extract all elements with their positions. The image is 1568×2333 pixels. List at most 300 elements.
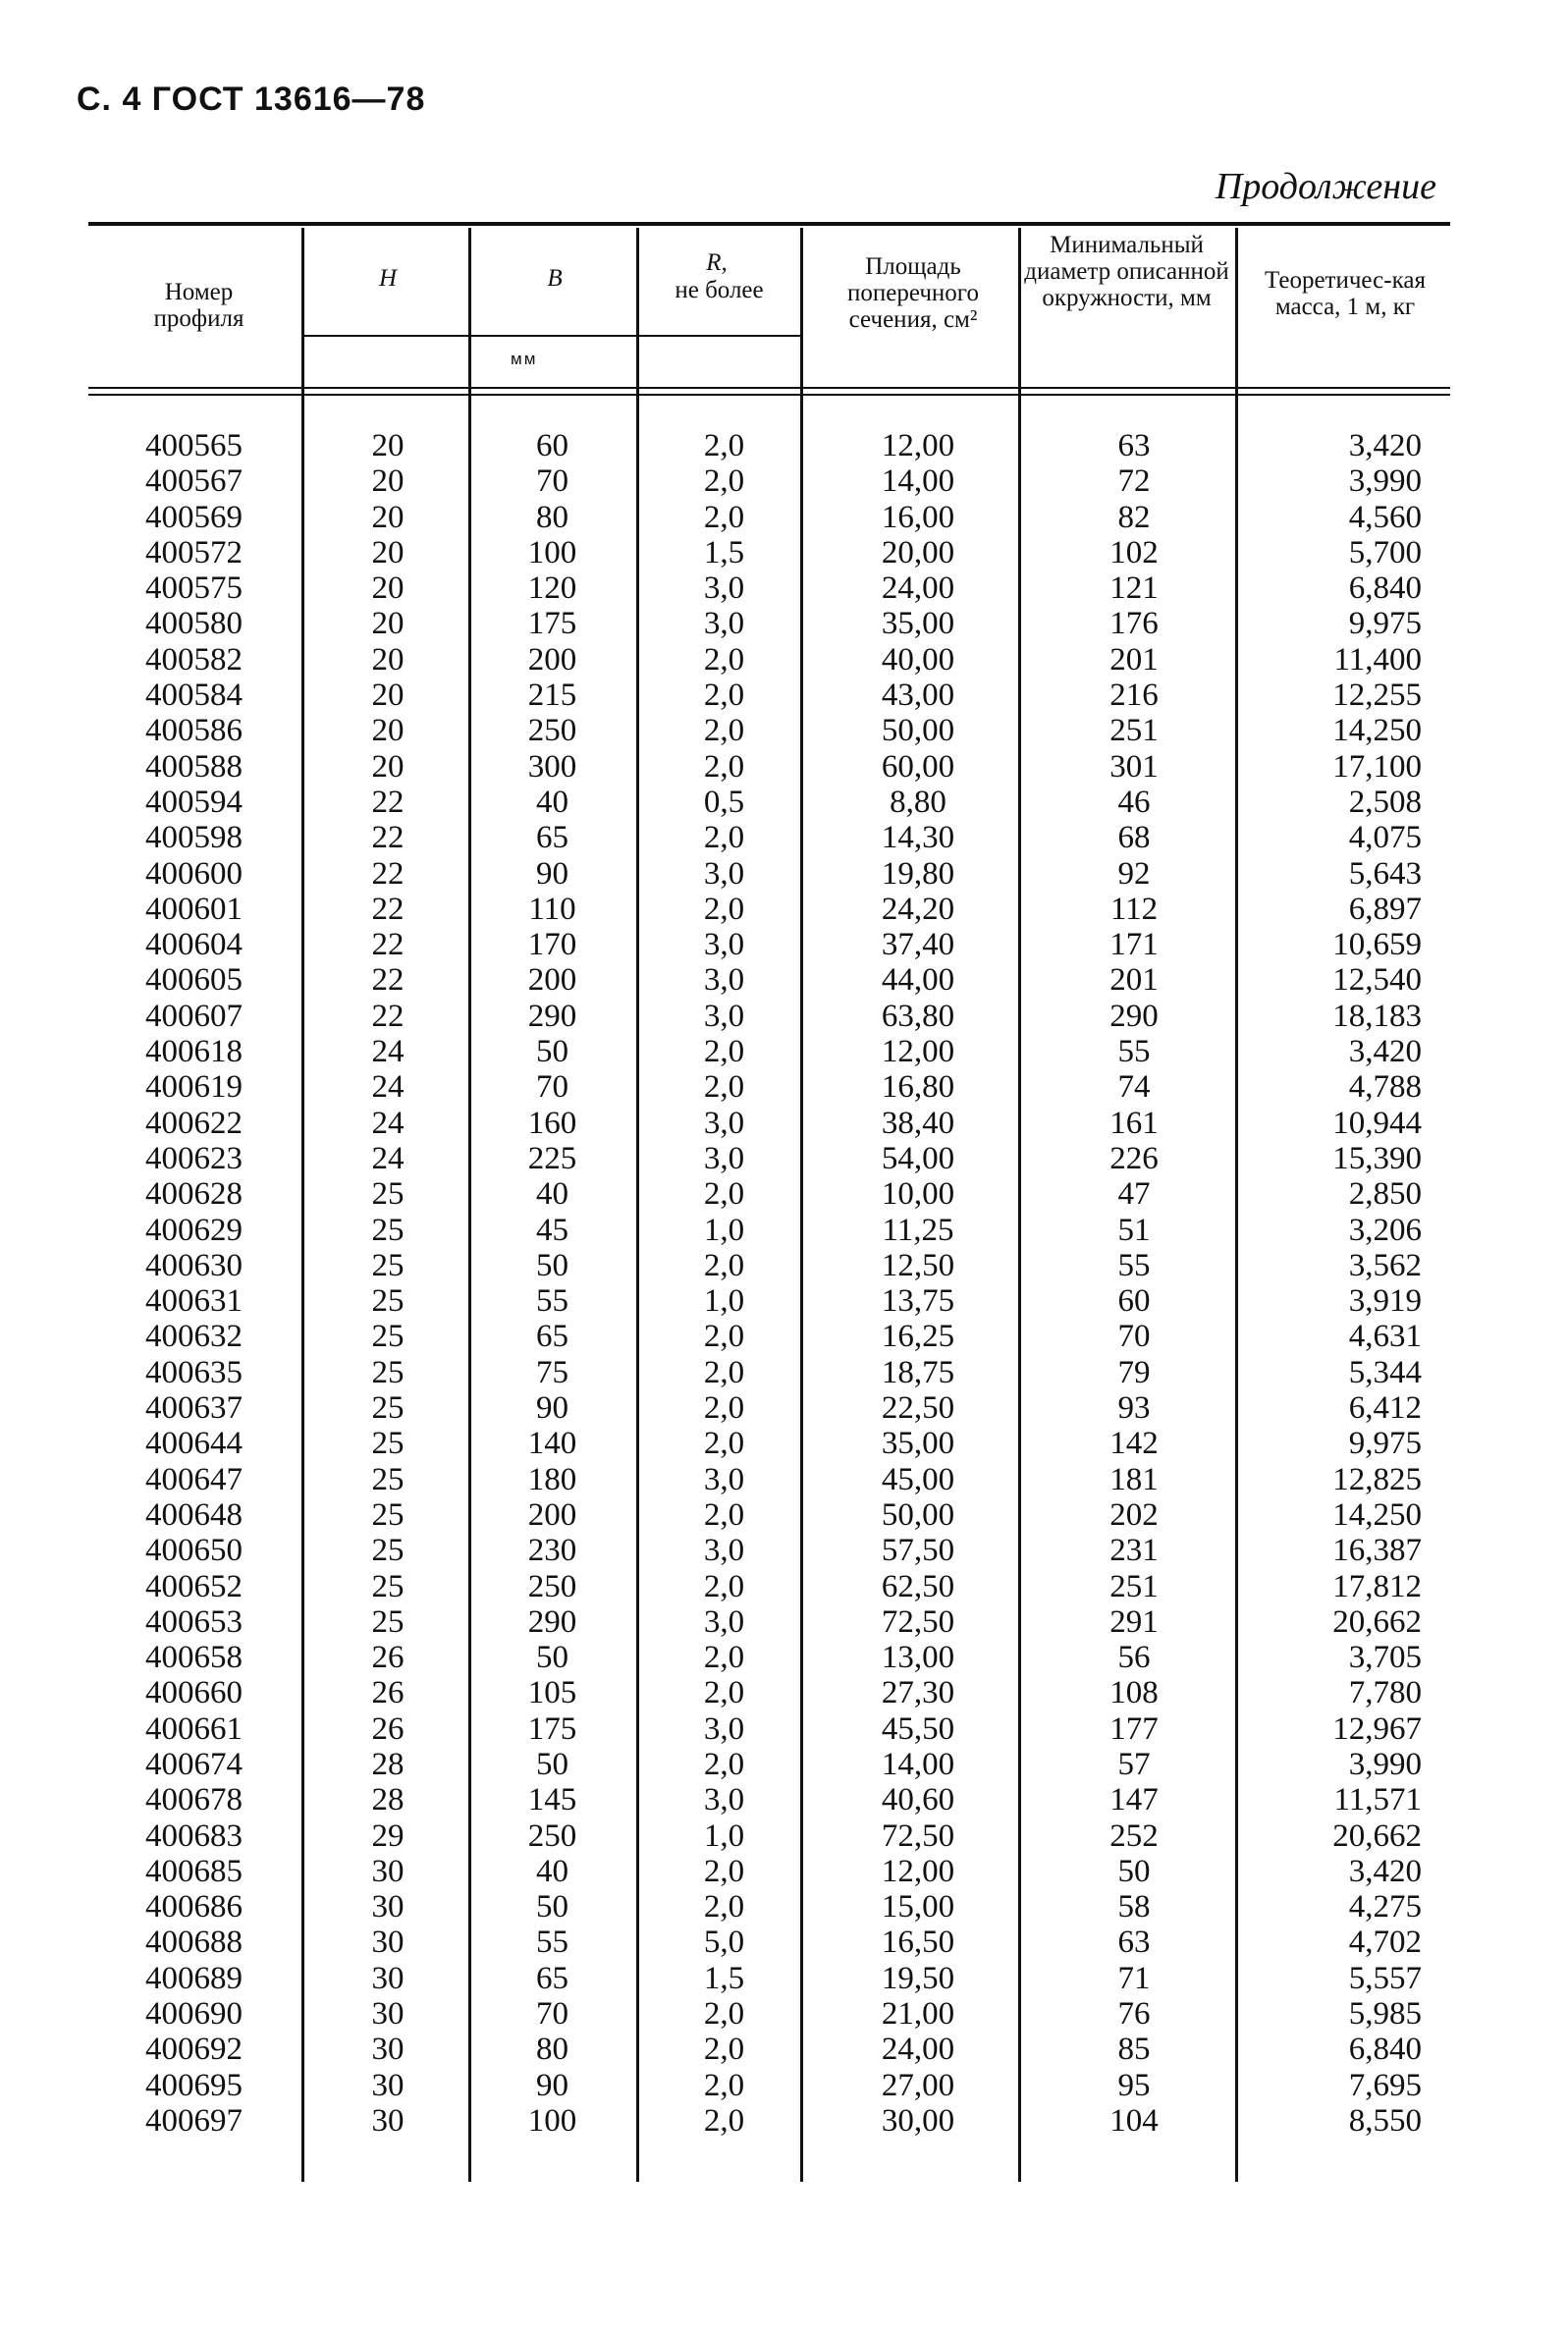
min-diameter-cell: 251 — [1109, 1568, 1159, 1604]
b-cell: 180 — [527, 1461, 577, 1497]
b-cell: 70 — [536, 1069, 568, 1106]
b-cell: 55 — [536, 1283, 568, 1320]
profile-number-cell: 400635 — [145, 1354, 243, 1390]
min-diameter-cell: 55 — [1117, 1247, 1151, 1283]
h-cell: 20 — [371, 748, 405, 785]
h-cell: 30 — [371, 1853, 405, 1889]
area-cell: 40,60 — [881, 1782, 955, 1818]
profile-number-cell: 400637 — [145, 1390, 243, 1427]
b-cell: 105 — [527, 1675, 577, 1711]
min-diameter-cell: 291 — [1109, 1603, 1159, 1640]
b-cell: 140 — [527, 1426, 577, 1462]
profile-number-cell: 400678 — [145, 1782, 243, 1818]
h-cell: 30 — [371, 2032, 405, 2068]
h-cell: 30 — [371, 2067, 405, 2103]
profile-number-cell: 400582 — [145, 641, 243, 678]
area-cell: 38,40 — [881, 1105, 955, 1141]
area-cell: 54,00 — [881, 1140, 955, 1176]
mass-cell: 12,825 — [1332, 1461, 1422, 1497]
area-cell: 19,80 — [881, 855, 955, 892]
r-cell: 0,5 — [703, 784, 745, 820]
r-cell: 1,0 — [703, 1283, 745, 1320]
min-diameter-cell: 181 — [1109, 1461, 1159, 1497]
min-diameter-cell: 93 — [1117, 1390, 1151, 1427]
table-row — [0, 1569, 1568, 1604]
r-cell: 3,0 — [703, 1533, 745, 1569]
mass-cell: 12,967 — [1332, 1710, 1422, 1747]
r-cell: 1,0 — [703, 1212, 745, 1248]
table-row — [0, 927, 1568, 962]
min-diameter-cell: 76 — [1117, 1996, 1151, 2033]
table-row — [0, 962, 1568, 998]
min-diameter-cell: 201 — [1109, 641, 1159, 678]
mass-cell: 20,662 — [1332, 1603, 1422, 1640]
area-cell: 30,00 — [881, 2102, 955, 2139]
table-row — [0, 1106, 1568, 1141]
table-row — [0, 463, 1568, 499]
b-cell: 65 — [536, 820, 568, 856]
r-cell: 2,0 — [703, 713, 745, 749]
b-cell: 200 — [527, 1496, 577, 1533]
b-cell: 70 — [536, 463, 568, 500]
h-cell: 24 — [371, 1069, 405, 1106]
min-diameter-cell: 70 — [1117, 1319, 1151, 1355]
profile-number-cell: 400631 — [145, 1283, 243, 1320]
table-row — [0, 535, 1568, 570]
min-diameter-cell: 290 — [1109, 998, 1159, 1034]
table-row — [0, 1069, 1568, 1105]
r-cell: 2,0 — [703, 1853, 745, 1889]
h-cell: 25 — [371, 1212, 405, 1248]
header-h: H — [378, 265, 398, 292]
table-row — [0, 642, 1568, 678]
r-cell: 2,0 — [703, 1390, 745, 1427]
r-cell: 2,0 — [703, 1069, 745, 1106]
table-row — [0, 1925, 1568, 1960]
area-cell: 44,00 — [881, 962, 955, 999]
r-cell: 2,0 — [703, 499, 745, 535]
table-row — [0, 892, 1568, 927]
min-diameter-cell: 301 — [1109, 748, 1159, 785]
h-cell: 25 — [371, 1247, 405, 1283]
area-cell: 45,00 — [881, 1461, 955, 1497]
min-diameter-cell: 112 — [1109, 891, 1159, 927]
area-cell: 14,30 — [881, 820, 955, 856]
b-cell: 290 — [527, 998, 577, 1034]
table-row — [0, 1176, 1568, 1212]
table-row — [0, 1747, 1568, 1782]
profile-number-cell: 400594 — [145, 784, 243, 820]
table-row — [0, 1319, 1568, 1354]
b-cell: 40 — [536, 1853, 568, 1889]
b-cell: 50 — [536, 1247, 568, 1283]
min-diameter-cell: 108 — [1109, 1675, 1159, 1711]
area-cell: 35,00 — [881, 1426, 955, 1462]
area-cell: 16,00 — [881, 499, 955, 535]
mass-cell: 3,420 — [1348, 1034, 1422, 1070]
table-row — [0, 1355, 1568, 1390]
min-diameter-cell: 57 — [1117, 1746, 1151, 1782]
b-cell: 90 — [536, 2067, 568, 2103]
b-cell: 70 — [536, 1996, 568, 2033]
h-cell: 26 — [371, 1640, 405, 1676]
r-cell: 2,0 — [703, 1640, 745, 1676]
r-cell: 2,0 — [703, 1247, 745, 1283]
r-cell: 3,0 — [703, 962, 745, 999]
area-cell: 12,00 — [881, 428, 955, 463]
table-row — [0, 428, 1568, 463]
profile-number-cell: 400598 — [145, 820, 243, 856]
b-cell: 45 — [536, 1212, 568, 1248]
b-cell: 65 — [536, 1960, 568, 1996]
area-cell: 14,00 — [881, 463, 955, 500]
r-cell: 3,0 — [703, 1105, 745, 1141]
area-cell: 16,25 — [881, 1319, 955, 1355]
table-row — [0, 2103, 1568, 2139]
h-cell: 25 — [371, 1283, 405, 1320]
area-cell: 24,20 — [881, 891, 955, 927]
area-cell: 72,50 — [881, 1603, 955, 1640]
area-cell: 35,00 — [881, 606, 955, 642]
r-cell: 3,0 — [703, 1782, 745, 1818]
b-cell: 100 — [527, 534, 577, 570]
r-cell: 2,0 — [703, 641, 745, 678]
min-diameter-cell: 82 — [1117, 499, 1151, 535]
min-diameter-cell: 102 — [1109, 534, 1159, 570]
area-cell: 62,50 — [881, 1568, 955, 1604]
area-cell: 57,50 — [881, 1533, 955, 1569]
min-diameter-cell: 177 — [1109, 1710, 1159, 1747]
mass-cell: 6,412 — [1348, 1390, 1422, 1427]
profile-number-cell: 400688 — [145, 1925, 243, 1961]
table-row — [0, 999, 1568, 1034]
h-cell: 22 — [371, 962, 405, 999]
mass-cell: 9,975 — [1348, 1426, 1422, 1462]
area-cell: 50,00 — [881, 1496, 955, 1533]
r-cell: 3,0 — [703, 998, 745, 1034]
h-cell: 20 — [371, 428, 405, 463]
area-cell: 11,25 — [882, 1212, 954, 1248]
b-cell: 215 — [527, 678, 577, 714]
table-row — [0, 1889, 1568, 1925]
b-cell: 250 — [527, 1568, 577, 1604]
b-cell: 145 — [527, 1782, 577, 1818]
mass-cell: 4,788 — [1348, 1069, 1422, 1106]
area-cell: 20,00 — [881, 534, 955, 570]
min-diameter-cell: 176 — [1109, 606, 1159, 642]
h-cell: 24 — [371, 1140, 405, 1176]
h-cell: 22 — [371, 927, 405, 963]
area-cell: 13,00 — [881, 1640, 955, 1676]
area-cell: 12,00 — [881, 1853, 955, 1889]
area-cell: 63,80 — [881, 998, 955, 1034]
table-row — [0, 1996, 1568, 2032]
min-diameter-cell: 58 — [1117, 1889, 1151, 1926]
r-cell: 1,0 — [703, 1818, 745, 1854]
area-cell: 37,40 — [881, 927, 955, 963]
table-row — [0, 1462, 1568, 1497]
h-cell: 20 — [371, 641, 405, 678]
area-cell: 45,50 — [881, 1710, 955, 1747]
b-cell: 170 — [527, 927, 577, 963]
profile-number-cell: 400623 — [145, 1140, 243, 1176]
b-cell: 100 — [527, 2102, 577, 2139]
mass-cell: 14,250 — [1332, 713, 1422, 749]
b-cell: 250 — [527, 1818, 577, 1854]
header-min-diameter: Минимальный диаметр описанной окружности, мм — [1024, 232, 1229, 311]
area-cell: 16,50 — [881, 1925, 955, 1961]
profile-number-cell: 400569 — [145, 499, 243, 535]
h-cell: 22 — [371, 820, 405, 856]
b-cell: 80 — [536, 2032, 568, 2068]
table-row — [0, 1782, 1568, 1818]
h-cell: 25 — [371, 1533, 405, 1569]
h-cell: 20 — [371, 463, 405, 500]
min-diameter-cell: 92 — [1117, 855, 1151, 892]
table-row — [0, 785, 1568, 820]
unit-divider-rule — [304, 335, 800, 337]
header-b: B — [547, 265, 563, 292]
mass-cell: 3,420 — [1348, 1853, 1422, 1889]
h-cell: 25 — [371, 1176, 405, 1213]
profile-number-cell: 400674 — [145, 1746, 243, 1782]
mass-cell: 10,944 — [1332, 1105, 1422, 1141]
min-diameter-cell: 216 — [1109, 678, 1159, 714]
profile-number-cell: 400628 — [145, 1176, 243, 1213]
profile-number-cell: 400695 — [145, 2067, 243, 2103]
area-cell: 43,00 — [881, 678, 955, 714]
profile-number-cell: 400619 — [145, 1069, 243, 1106]
r-cell: 2,0 — [703, 891, 745, 927]
mass-cell: 3,990 — [1348, 463, 1422, 500]
area-cell: 15,00 — [881, 1889, 955, 1926]
mass-cell: 2,508 — [1348, 784, 1422, 820]
area-cell: 18,75 — [881, 1354, 955, 1390]
table-row — [0, 1034, 1568, 1069]
profile-number-cell: 400652 — [145, 1568, 243, 1604]
mass-cell: 5,557 — [1348, 1960, 1422, 1996]
min-diameter-cell: 171 — [1109, 927, 1159, 963]
profile-number-cell: 400580 — [145, 606, 243, 642]
table-row — [0, 1675, 1568, 1710]
b-cell: 175 — [527, 606, 577, 642]
area-cell: 72,50 — [881, 1818, 955, 1854]
min-diameter-cell: 226 — [1109, 1140, 1159, 1176]
min-diameter-cell: 55 — [1117, 1034, 1151, 1070]
b-cell: 60 — [536, 428, 568, 463]
h-cell: 20 — [371, 606, 405, 642]
h-cell: 24 — [371, 1034, 405, 1070]
profile-number-cell: 400647 — [145, 1461, 243, 1497]
mass-cell: 7,695 — [1348, 2067, 1422, 2103]
table-row — [0, 1854, 1568, 1889]
mass-cell: 5,344 — [1348, 1354, 1422, 1390]
mass-cell: 5,985 — [1348, 1996, 1422, 2033]
min-diameter-cell: 104 — [1109, 2102, 1159, 2139]
h-cell: 26 — [371, 1675, 405, 1711]
mass-cell: 3,919 — [1348, 1283, 1422, 1320]
mass-cell: 4,631 — [1348, 1319, 1422, 1355]
min-diameter-cell: 142 — [1109, 1426, 1159, 1462]
table-row — [0, 1283, 1568, 1319]
profile-number-cell: 400601 — [145, 891, 243, 927]
page-header: С. 4 ГОСТ 13616—78 — [77, 81, 426, 118]
r-cell: 3,0 — [703, 1461, 745, 1497]
min-diameter-cell: 251 — [1109, 713, 1159, 749]
h-cell: 25 — [371, 1354, 405, 1390]
h-cell: 30 — [371, 1960, 405, 1996]
mass-cell: 4,075 — [1348, 820, 1422, 856]
b-cell: 50 — [536, 1889, 568, 1926]
b-cell: 175 — [527, 1710, 577, 1747]
profile-number-cell: 400575 — [145, 570, 243, 607]
mass-cell: 6,840 — [1348, 2032, 1422, 2068]
profile-number-cell: 400604 — [145, 927, 243, 963]
h-cell: 22 — [371, 998, 405, 1034]
profile-number-cell: 400644 — [145, 1426, 243, 1462]
header-bottom-rule-double — [88, 394, 1450, 396]
h-cell: 22 — [371, 855, 405, 892]
unit-mm-label: мм — [511, 350, 538, 368]
header-area: Площадь поперечного сечения, см² — [847, 253, 979, 333]
area-cell: 12,50 — [881, 1247, 955, 1283]
r-cell: 2,0 — [703, 1568, 745, 1604]
mass-cell: 15,390 — [1332, 1140, 1422, 1176]
min-diameter-cell: 95 — [1117, 2067, 1151, 2103]
mass-cell: 5,643 — [1348, 855, 1422, 892]
h-cell: 29 — [371, 1818, 405, 1854]
h-cell: 30 — [371, 1889, 405, 1926]
r-cell: 1,5 — [703, 534, 745, 570]
min-diameter-cell: 63 — [1117, 428, 1151, 463]
mass-cell: 11,571 — [1333, 1782, 1422, 1818]
h-cell: 30 — [371, 1996, 405, 2033]
profile-number-cell: 400572 — [145, 534, 243, 570]
h-cell: 24 — [371, 1105, 405, 1141]
area-cell: 27,30 — [881, 1675, 955, 1711]
profile-number-cell: 400660 — [145, 1675, 243, 1711]
table-row — [0, 1533, 1568, 1568]
header-r: R, — [706, 249, 728, 276]
r-cell: 3,0 — [703, 1710, 745, 1747]
r-cell: 2,0 — [703, 678, 745, 714]
area-cell: 12,00 — [881, 1034, 955, 1070]
area-cell: 24,00 — [881, 570, 955, 607]
profile-number-cell: 400692 — [145, 2032, 243, 2068]
profile-number-cell: 400650 — [145, 1533, 243, 1569]
h-cell: 20 — [371, 570, 405, 607]
area-cell: 14,00 — [881, 1746, 955, 1782]
profile-number-cell: 400565 — [145, 428, 243, 463]
area-cell: 16,80 — [881, 1069, 955, 1106]
b-cell: 300 — [527, 748, 577, 785]
b-cell: 200 — [527, 641, 577, 678]
mass-cell: 6,897 — [1348, 891, 1422, 927]
min-diameter-cell: 63 — [1117, 1925, 1151, 1961]
r-cell: 3,0 — [703, 606, 745, 642]
mass-cell: 14,250 — [1332, 1496, 1422, 1533]
area-cell: 27,00 — [881, 2067, 955, 2103]
b-cell: 50 — [536, 1640, 568, 1676]
b-cell: 230 — [527, 1533, 577, 1569]
r-cell: 2,0 — [703, 820, 745, 856]
profile-number-cell: 400588 — [145, 748, 243, 785]
profile-number-cell: 400630 — [145, 1247, 243, 1283]
r-cell: 2,0 — [703, 2032, 745, 2068]
mass-cell: 6,840 — [1348, 570, 1422, 607]
area-cell: 10,00 — [881, 1176, 955, 1213]
b-cell: 290 — [527, 1603, 577, 1640]
r-cell: 2,0 — [703, 2102, 745, 2139]
profile-number-cell: 400600 — [145, 855, 243, 892]
min-diameter-cell: 68 — [1117, 820, 1151, 856]
min-diameter-cell: 46 — [1117, 784, 1151, 820]
area-cell: 22,50 — [881, 1390, 955, 1427]
mass-cell: 4,275 — [1348, 1889, 1422, 1926]
table-row — [0, 713, 1568, 748]
header-profile-number: Номер профиля — [153, 279, 244, 332]
b-cell: 55 — [536, 1925, 568, 1961]
profile-number-cell: 400689 — [145, 1960, 243, 1996]
table-row — [0, 1640, 1568, 1675]
b-cell: 90 — [536, 855, 568, 892]
mass-cell: 20,662 — [1332, 1818, 1422, 1854]
area-cell: 21,00 — [881, 1996, 955, 2033]
profile-number-cell: 400618 — [145, 1034, 243, 1070]
table-row — [0, 2068, 1568, 2103]
h-cell: 30 — [371, 2102, 405, 2139]
mass-cell: 3,420 — [1348, 428, 1422, 463]
r-cell: 2,0 — [703, 1675, 745, 1711]
min-diameter-cell: 71 — [1117, 1960, 1151, 1996]
r-cell: 2,0 — [703, 1426, 745, 1462]
min-diameter-cell: 147 — [1109, 1782, 1159, 1818]
mass-cell: 8,550 — [1348, 2102, 1422, 2139]
r-cell: 3,0 — [703, 927, 745, 963]
min-diameter-cell: 202 — [1109, 1496, 1159, 1533]
mass-cell: 2,850 — [1348, 1176, 1422, 1213]
h-cell: 20 — [371, 534, 405, 570]
r-cell: 2,0 — [703, 1889, 745, 1926]
table-body — [0, 428, 1568, 2139]
min-diameter-cell: 72 — [1117, 463, 1151, 500]
profile-number-cell: 400686 — [145, 1889, 243, 1926]
profile-number-cell: 400653 — [145, 1603, 243, 1640]
min-diameter-cell: 161 — [1109, 1105, 1159, 1141]
min-diameter-cell: 252 — [1109, 1818, 1159, 1854]
table-row — [0, 1961, 1568, 1996]
h-cell: 25 — [371, 1603, 405, 1640]
area-cell: 24,00 — [881, 2032, 955, 2068]
profile-number-cell: 400661 — [145, 1710, 243, 1747]
h-cell: 20 — [371, 678, 405, 714]
table-row — [0, 820, 1568, 855]
mass-cell: 10,659 — [1332, 927, 1422, 963]
mass-cell: 17,100 — [1332, 748, 1422, 785]
b-cell: 40 — [536, 1176, 568, 1213]
min-diameter-cell: 85 — [1117, 2032, 1151, 2068]
profile-number-cell: 400629 — [145, 1212, 243, 1248]
profile-number-cell: 400658 — [145, 1640, 243, 1676]
h-cell: 20 — [371, 713, 405, 749]
table-row — [0, 2032, 1568, 2067]
h-cell: 25 — [371, 1568, 405, 1604]
profile-number-cell: 400567 — [145, 463, 243, 500]
b-cell: 50 — [536, 1746, 568, 1782]
h-cell: 25 — [371, 1390, 405, 1427]
header-r-note: не более — [675, 277, 764, 303]
table-row — [0, 1141, 1568, 1176]
